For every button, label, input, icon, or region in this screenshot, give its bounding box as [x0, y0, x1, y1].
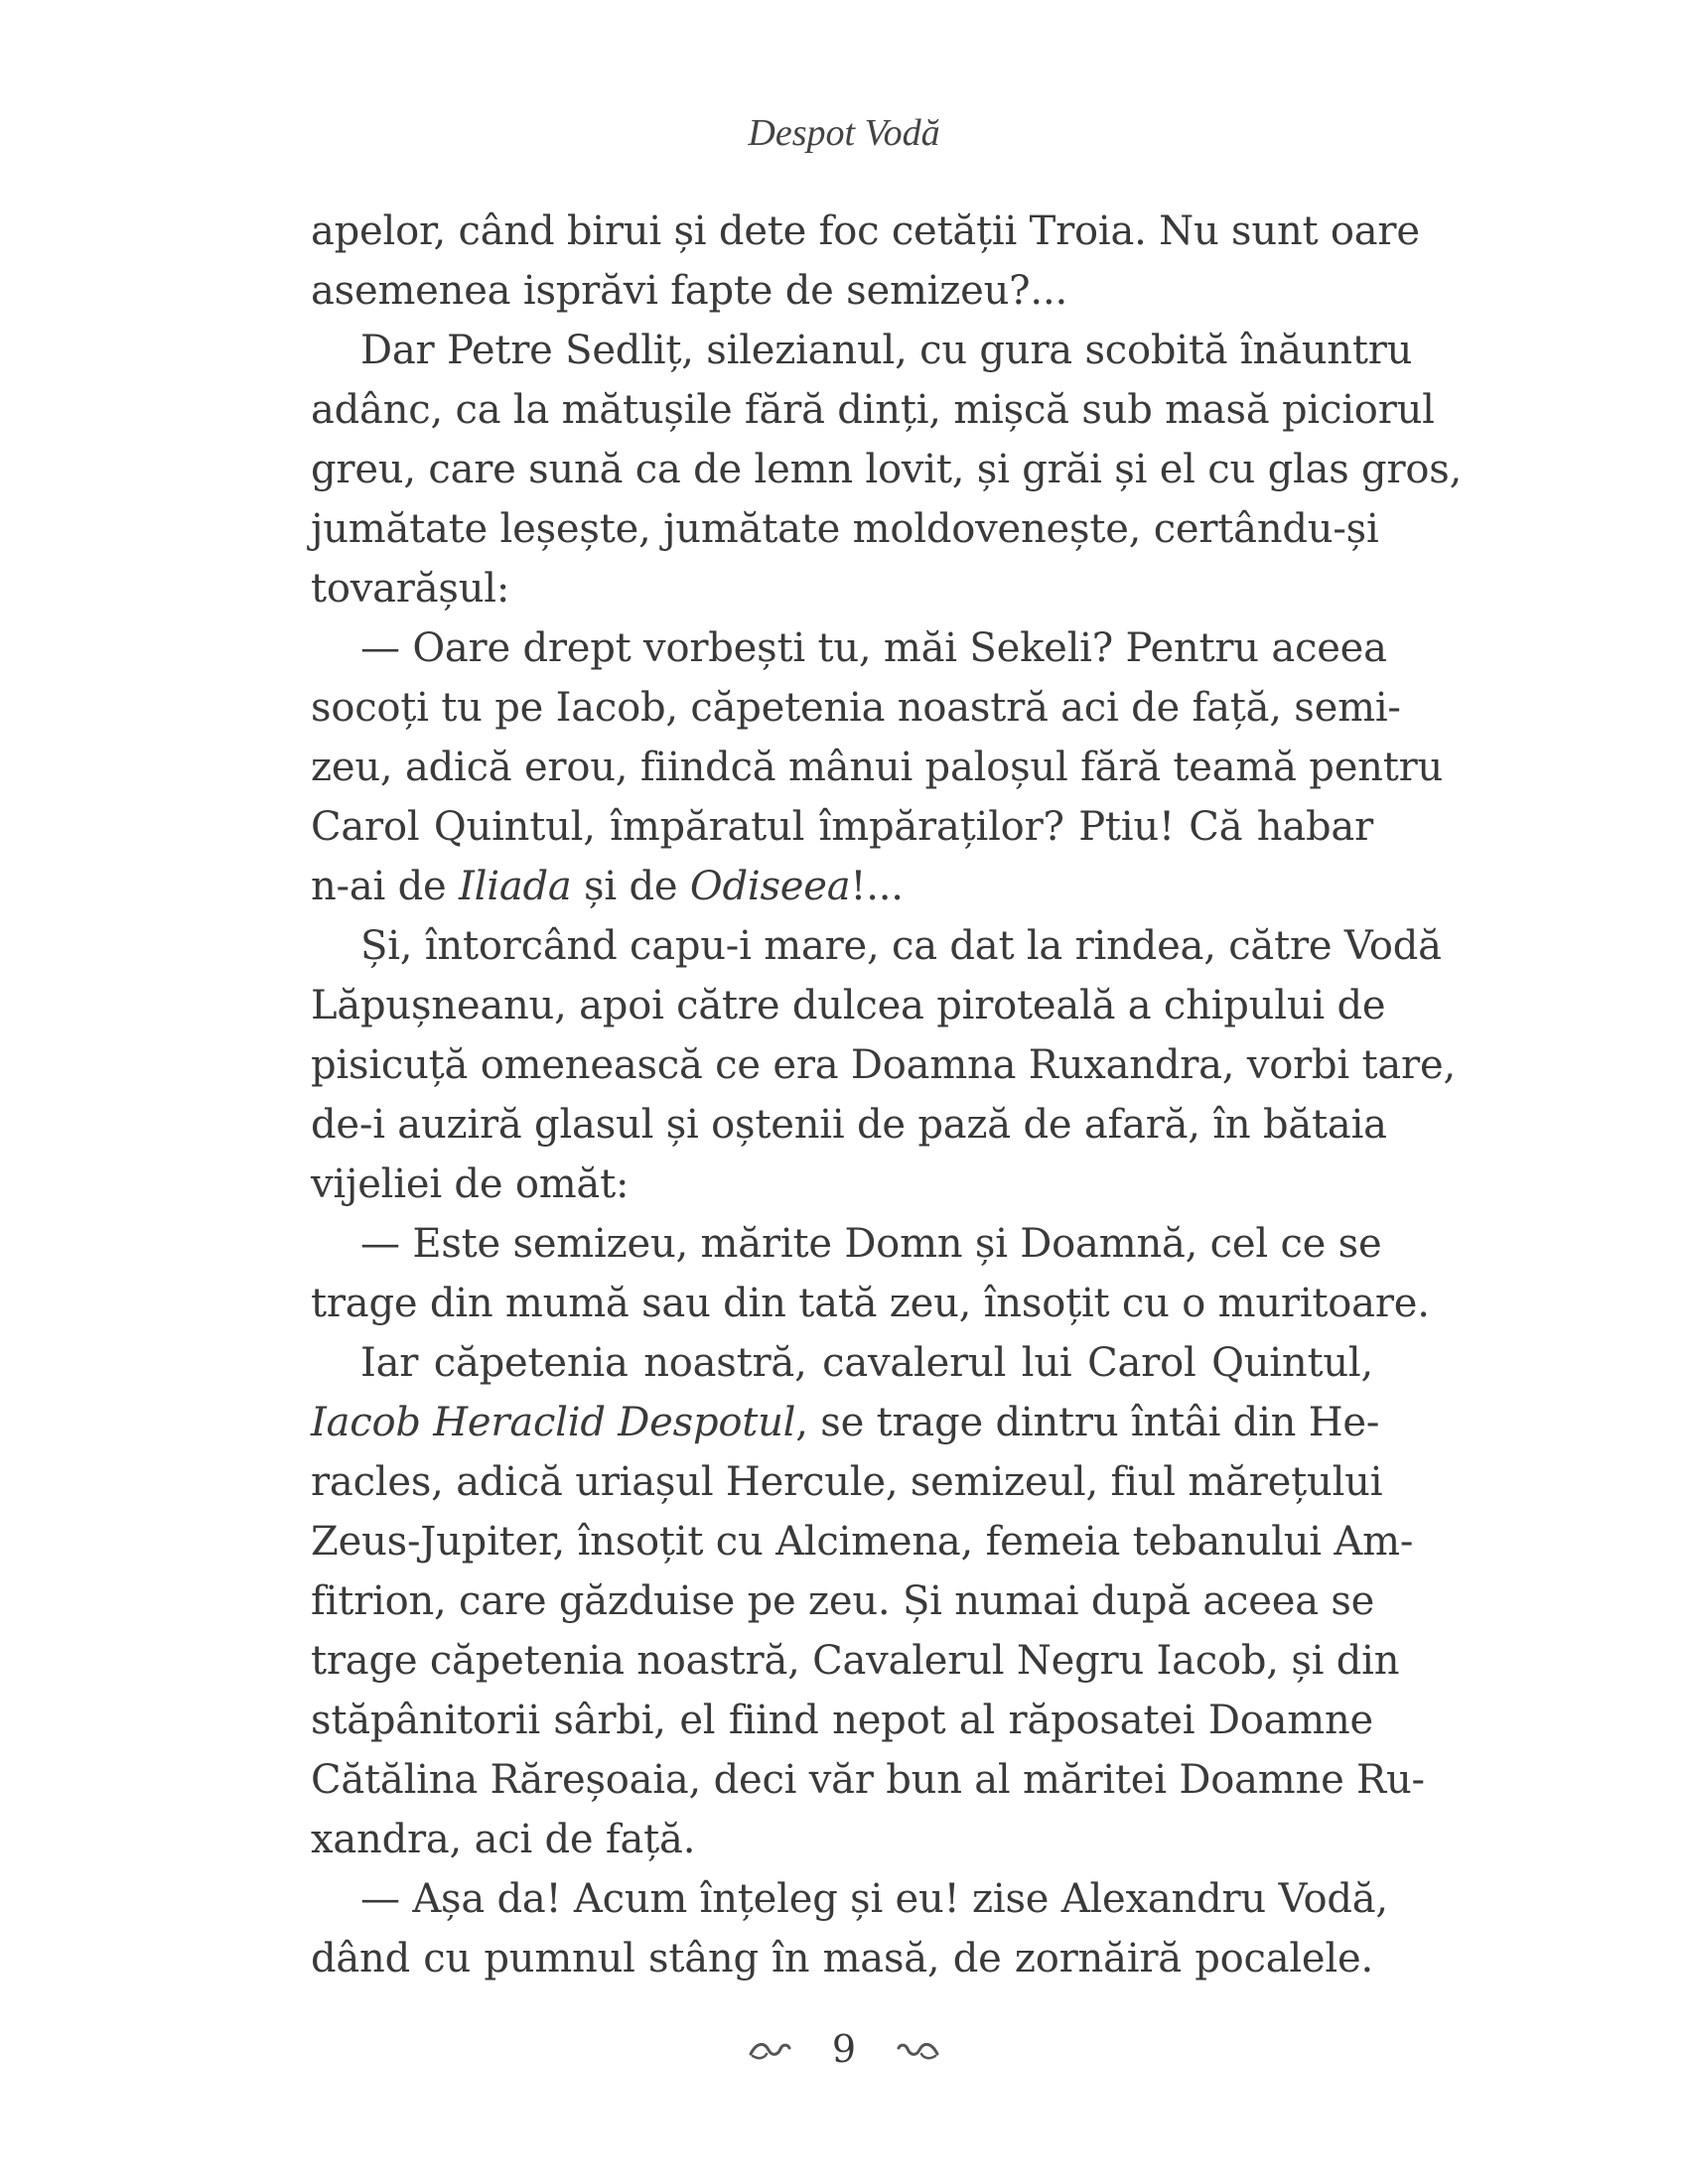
- text-line: Dar Petre Sedliț, silezianul, cu gura scobită înăuntru: [360, 328, 1413, 373]
- right-flourish-icon: [868, 2027, 969, 2071]
- text-line: [311, 857, 1373, 916]
- text-line: — Oare drept vorbești tu, măi Sekeli? Pentru aceea: [360, 625, 1387, 671]
- text-line: fitrion, care găzduise pe zeu. Și numai după aceea se: [311, 1578, 1375, 1624]
- text-line: vijeliei de omăt:: [311, 1161, 630, 1207]
- text-run: și de: [571, 864, 690, 909]
- name-italic: Iacob Heraclid Despotul: [311, 1400, 796, 1445]
- text-line: — Este semizeu, mărite Domn și Doamnă, cel ce se: [360, 1221, 1382, 1267]
- page-number: 9: [831, 2026, 857, 2071]
- text-line: socoți tu pe Iacob, căpetenia noastră aci de față, semi-: [311, 685, 1401, 731]
- left-flourish-icon: [719, 2027, 820, 2071]
- text-line: Zeus-Jupiter, însoțit cu Alcimena, femeia tebanului Am-: [311, 1519, 1414, 1565]
- text-line: dând cu pumnul stâng în masă, de zornăiră pocalele.: [311, 1936, 1373, 1981]
- text-line: Lăpușneanu, apoi către dulcea piroteală a chipului de: [311, 983, 1386, 1028]
- text-line: adânc, ca la mătușile fără dinți, mișcă sub masă piciorul: [311, 387, 1435, 433]
- text-run: !...: [850, 864, 904, 909]
- text-line: de-i auziră glasul și oștenii de pază de afară, în bătaia: [311, 1102, 1387, 1148]
- text-line: Și, întorcând capu-i mare, ca dat la rindea, către Vodă: [360, 923, 1442, 969]
- text-line: Carol Quintul, împăratul împăraților? Ptiu! Că habar: [311, 804, 1373, 850]
- text-run: , se trage dintru întâi din He-: [795, 1400, 1380, 1445]
- text-line: jumătate leșește, jumătate moldovenește, certându-și: [311, 506, 1379, 552]
- text-run: n-ai de: [311, 864, 460, 909]
- text-line: Cătălina Rărеșoaia, deci văr bun al măritei Doamne Ru-: [311, 1757, 1425, 1803]
- page-footer: [0, 2023, 1688, 2071]
- text-line: zeu, adică erou, fiindcă mânui paloșul fără teamă pentru: [311, 745, 1444, 790]
- text-line: — Așa da! Acum înțeleg și eu! zise Alexandru Vodă,: [360, 1876, 1388, 1922]
- text-line: tovarășul:: [311, 566, 510, 612]
- body-text: [311, 202, 1463, 1988]
- text-line: stăpânitorii sârbi, el fiind nepot al răposatei Doamne: [311, 1698, 1373, 1743]
- text-line: trage căpetenia noastră, Cavalerul Negru Iacob, și din: [311, 1638, 1400, 1684]
- text-line: xandra, aci de față.: [311, 1817, 696, 1862]
- running-head: Despot Vodă: [748, 112, 940, 154]
- text-line: trage din mumă sau din tată zeu, însoțit cu o muritoare.: [311, 1281, 1430, 1326]
- text-line: apelor, când birui și dete foc cetății Troia. Nu sunt oare: [311, 208, 1420, 254]
- text-line: greu, care sună ca de lemn lovit, și grăi și el cu glas gros,: [311, 447, 1463, 492]
- book-title-iliada: Iliada: [459, 864, 572, 909]
- text-line: [311, 1393, 1380, 1452]
- text-line: pisicuță omenească ce era Doamna Ruxandra, vorbi tare,: [311, 1042, 1456, 1088]
- text-line: Iar căpetenia noastră, cavalerul lui Carol Quintul,: [360, 1340, 1373, 1386]
- text-line: asemenea isprăvi fapte de semizeu?...: [311, 268, 1067, 314]
- book-title-odiseea: Odiseea: [689, 864, 851, 909]
- text-line: racles, adică uriașul Hercule, semizeul, fiul mărețului: [311, 1459, 1383, 1505]
